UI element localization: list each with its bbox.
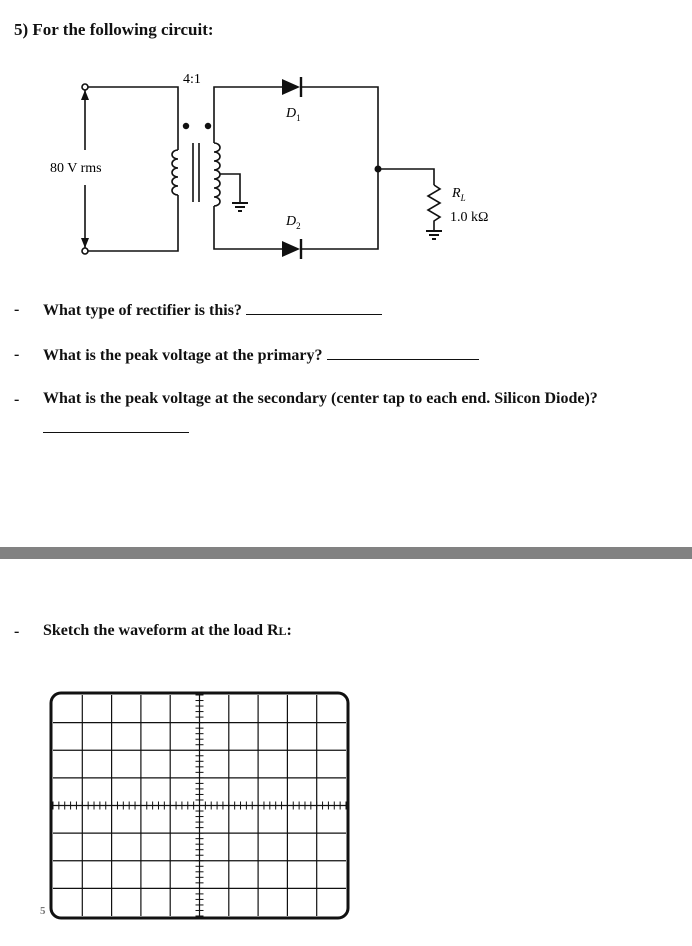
prompt-peak-secondary: What is the peak voltage at the secondary (center tap to each end. Silicon Diode)? — [43, 390, 598, 407]
d2-output-wire — [302, 169, 378, 249]
prompt-sketch-waveform: Sketch the waveform at the load RL: — [43, 622, 292, 639]
answer-blank-3[interactable] — [43, 418, 189, 433]
load-resistor — [428, 185, 440, 231]
ground-symbol-load — [426, 231, 442, 239]
d2-label: $D_2$ — [286, 214, 301, 231]
oscilloscope-grid[interactable] — [48, 690, 352, 922]
answer-blank-2[interactable] — [327, 345, 479, 360]
ratio-label: 4:1 — [183, 72, 201, 87]
rectifier-circuit-diagram — [0, 55, 560, 275]
primary-wire-top — [88, 87, 178, 150]
prompt-rectifier-type: What type of rectifier is this? — [43, 300, 382, 320]
page-divider — [0, 547, 692, 559]
prompt-peak-primary: What is the peak voltage at the primary? — [43, 345, 479, 365]
diode-d1 — [282, 77, 301, 97]
answer-blank-1[interactable] — [246, 300, 382, 315]
load-wire — [378, 169, 434, 185]
source-terminal-top — [82, 84, 88, 90]
secondary-wire-bottom — [214, 206, 282, 249]
source-arrowhead-bottom — [81, 238, 89, 248]
source-label: 80 V rms — [50, 161, 102, 176]
source-terminal-bottom — [82, 248, 88, 254]
center-tap-wire — [220, 174, 240, 203]
secondary-wire-top — [214, 87, 282, 143]
page-corner-mark: 5 — [40, 905, 46, 917]
polarity-dot-primary — [183, 123, 189, 129]
bullet-2: - — [14, 346, 20, 363]
ground-symbol-center — [232, 203, 248, 211]
bullet-3: - — [14, 391, 20, 408]
diode-d2 — [282, 239, 301, 259]
bullet-1: - — [14, 301, 20, 318]
question-title: 5) For the following circuit: — [14, 20, 214, 39]
secondary-coil — [214, 143, 220, 206]
source-arrowhead-top — [81, 90, 89, 100]
junction-dot — [375, 166, 382, 173]
rl-label: $R_L$ — [452, 186, 466, 203]
primary-wire-bottom — [88, 195, 178, 251]
rl-value: 1.0 kΩ — [450, 210, 489, 225]
d1-output-wire — [302, 87, 378, 169]
primary-coil — [172, 150, 178, 195]
polarity-dot-secondary — [205, 123, 211, 129]
d1-label: $D_1$ — [286, 106, 301, 123]
bullet-4: - — [14, 623, 20, 640]
